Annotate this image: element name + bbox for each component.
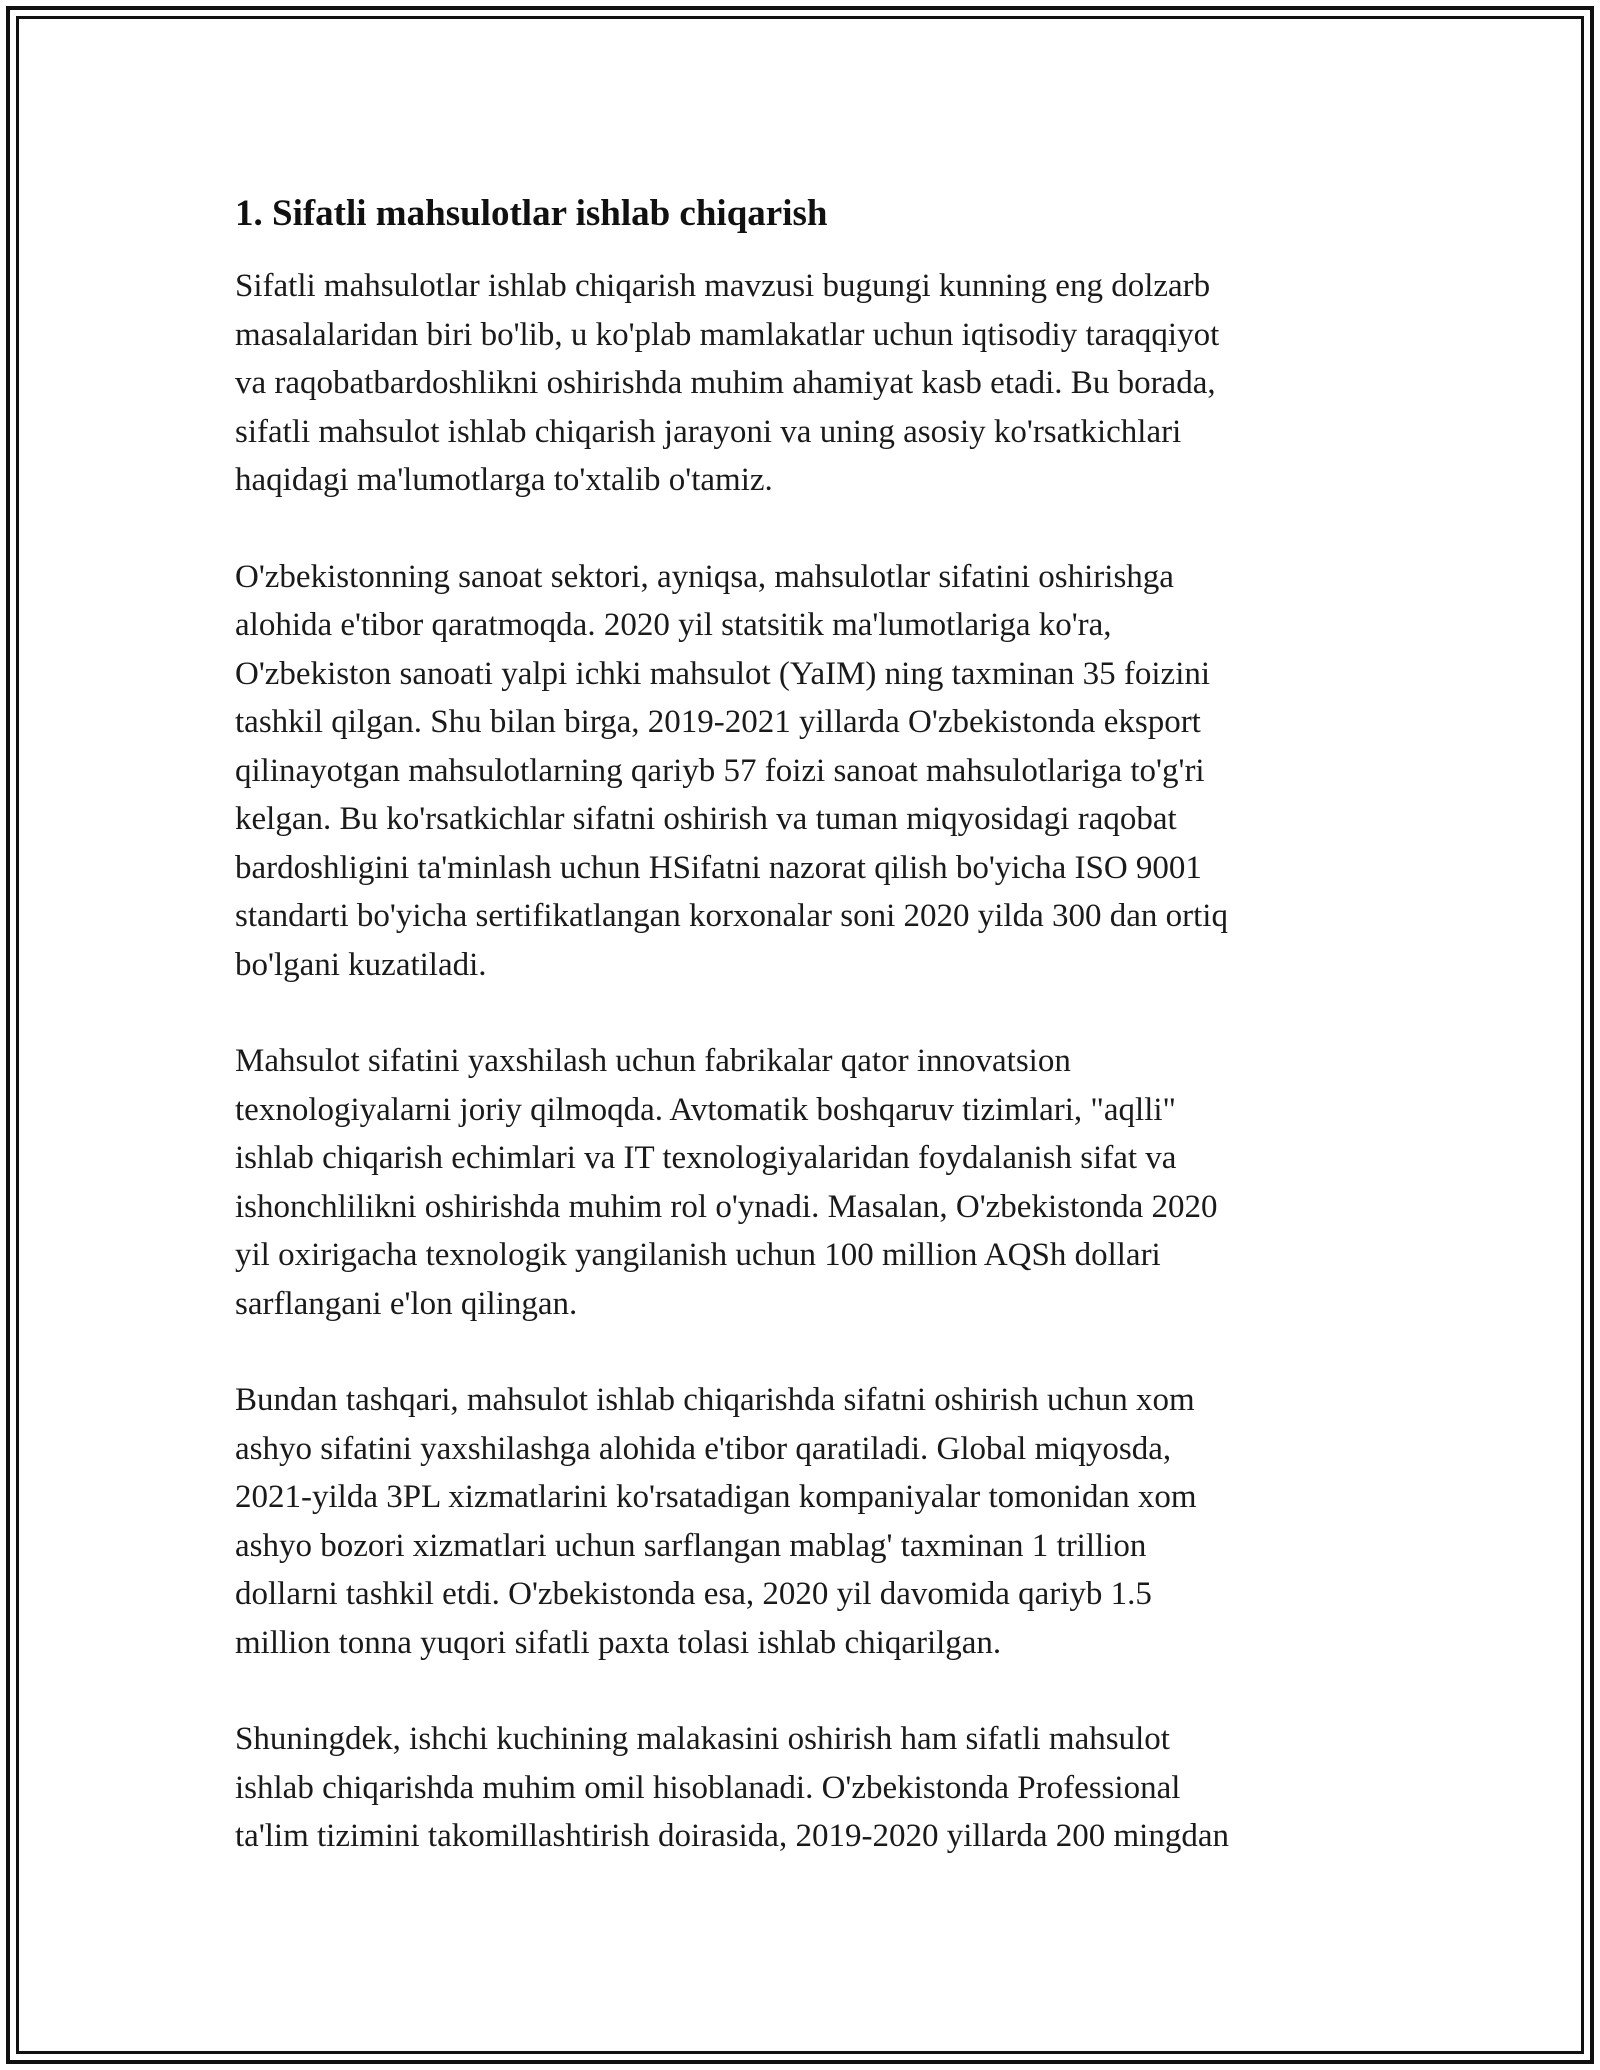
paragraph-intro	[235, 262, 1365, 505]
text-line: O'zbekiston sanoati yalpi ichki mahsulot (YaIM) ning taxminan 35 foizini	[235, 655, 1211, 692]
text-line: million tonna yuqori sifatli paxta tolasi ishlab chiqarilgan.	[235, 1624, 1002, 1661]
text-line: sarflangani e'lon qilingan.	[235, 1285, 578, 1322]
text-line: dollarni tashkil etdi. O'zbekistonda esa, 2020 yil davomida qariyb 1.5	[235, 1576, 1152, 1612]
text-line: ishonchlilikni oshirishda muhim rol o'ynadi. Masalan, O'zbekistonda 2020	[235, 1188, 1218, 1225]
paragraph-innovation	[235, 1037, 1365, 1328]
text-line: va raqobatbardoshlikni oshirishda muhim ahamiyat kasb etadi. Bu borada,	[235, 365, 1216, 401]
text-line: Bundan tashqari, mahsulot ishlab chiqarishda sifatni oshirish uchun xom	[235, 1382, 1195, 1418]
text-line: Shuningdek, ishchi kuchining malakasini oshirish ham sifatli mahsulot	[235, 1721, 1170, 1757]
paragraph-workforce	[235, 1715, 1365, 1861]
paragraph-raw-materials	[235, 1376, 1365, 1667]
text-line: sifatli mahsulot ishlab chiqarish jarayoni va uning asosiy ko'rsatkichlari	[235, 413, 1182, 450]
text-line: masalalaridan biri bo'lib, u ko'plab mamlakatlar uchun iqtisodiy taraqqiyot	[235, 316, 1220, 353]
text-line: ashyo sifatini yaxshilashga alohida e'tibor qaratiladi. Global miqyosda,	[235, 1430, 1172, 1467]
text-line: kelgan. Bu ko'rsatkichlar sifatni oshirish va tuman miqyosidagi raqobat	[235, 801, 1177, 837]
text-line: qilinayotgan mahsulotlarning qariyb 57 foizi sanoat mahsulotlariga to'g'ri	[235, 752, 1205, 789]
text-line: bardoshligini ta'minlash uchun HSifatni nazorat qilish bo'yicha ISO 9001	[235, 849, 1202, 886]
text-line: standarti bo'yicha sertifikatlangan korxonalar soni 2020 yilda 300 dan ortiq	[235, 898, 1228, 934]
text-line: ishlab chiqarishda muhim omil hisoblanadi. O'zbekistonda Professional	[235, 1769, 1181, 1806]
paragraph-industry-sector	[235, 553, 1365, 990]
text-line: Sifatli mahsulotlar ishlab chiqarish mavzusi bugungi kunning eng dolzarb	[235, 268, 1211, 304]
text-line: O'zbekistonning sanoat sektori, ayniqsa, mahsulotlar sifatini oshirishga	[235, 558, 1174, 595]
text-line: tashkil qilgan. Shu bilan birga, 2019-2021 yillarda O'zbekistonda eksport	[235, 704, 1201, 740]
document-body	[235, 188, 1365, 1909]
text-line: 2021-yilda 3PL xizmatlarini ko'rsatadigan kompaniyalar tomonidan xom	[235, 1479, 1197, 1515]
text-line: ashyo bozori xizmatlari uchun sarflangan mablag' taxminan 1 trillion	[235, 1527, 1147, 1564]
text-line: texnologiyalarni joriy qilmoqda. Avtomatik boshqaruv tizimlari, "aqlli"	[235, 1091, 1176, 1128]
text-line: ta'lim tizimini takomillashtirish doirasida, 2019-2020 yillarda 200 mingdan	[235, 1818, 1229, 1854]
text-line: Mahsulot sifatini yaxshilash uchun fabrikalar qator innovatsion	[235, 1043, 1071, 1079]
text-line: yil oxirigacha texnologik yangilanish uchun 100 million AQSh dollari	[235, 1237, 1161, 1273]
section-heading: 1. Sifatli mahsulotlar ishlab chiqarish	[235, 193, 828, 234]
text-line: alohida e'tibor qaratmoqda. 2020 yil statsitik ma'lumotlariga ko'ra,	[235, 607, 1112, 643]
text-line: ishlab chiqarish echimlari va IT texnologiyalaridan foydalanish sifat va	[235, 1140, 1177, 1176]
text-line: haqidagi ma'lumotlarga to'xtalib o'tamiz.	[235, 462, 773, 498]
text-line: bo'lgani kuzatiladi.	[235, 946, 487, 983]
